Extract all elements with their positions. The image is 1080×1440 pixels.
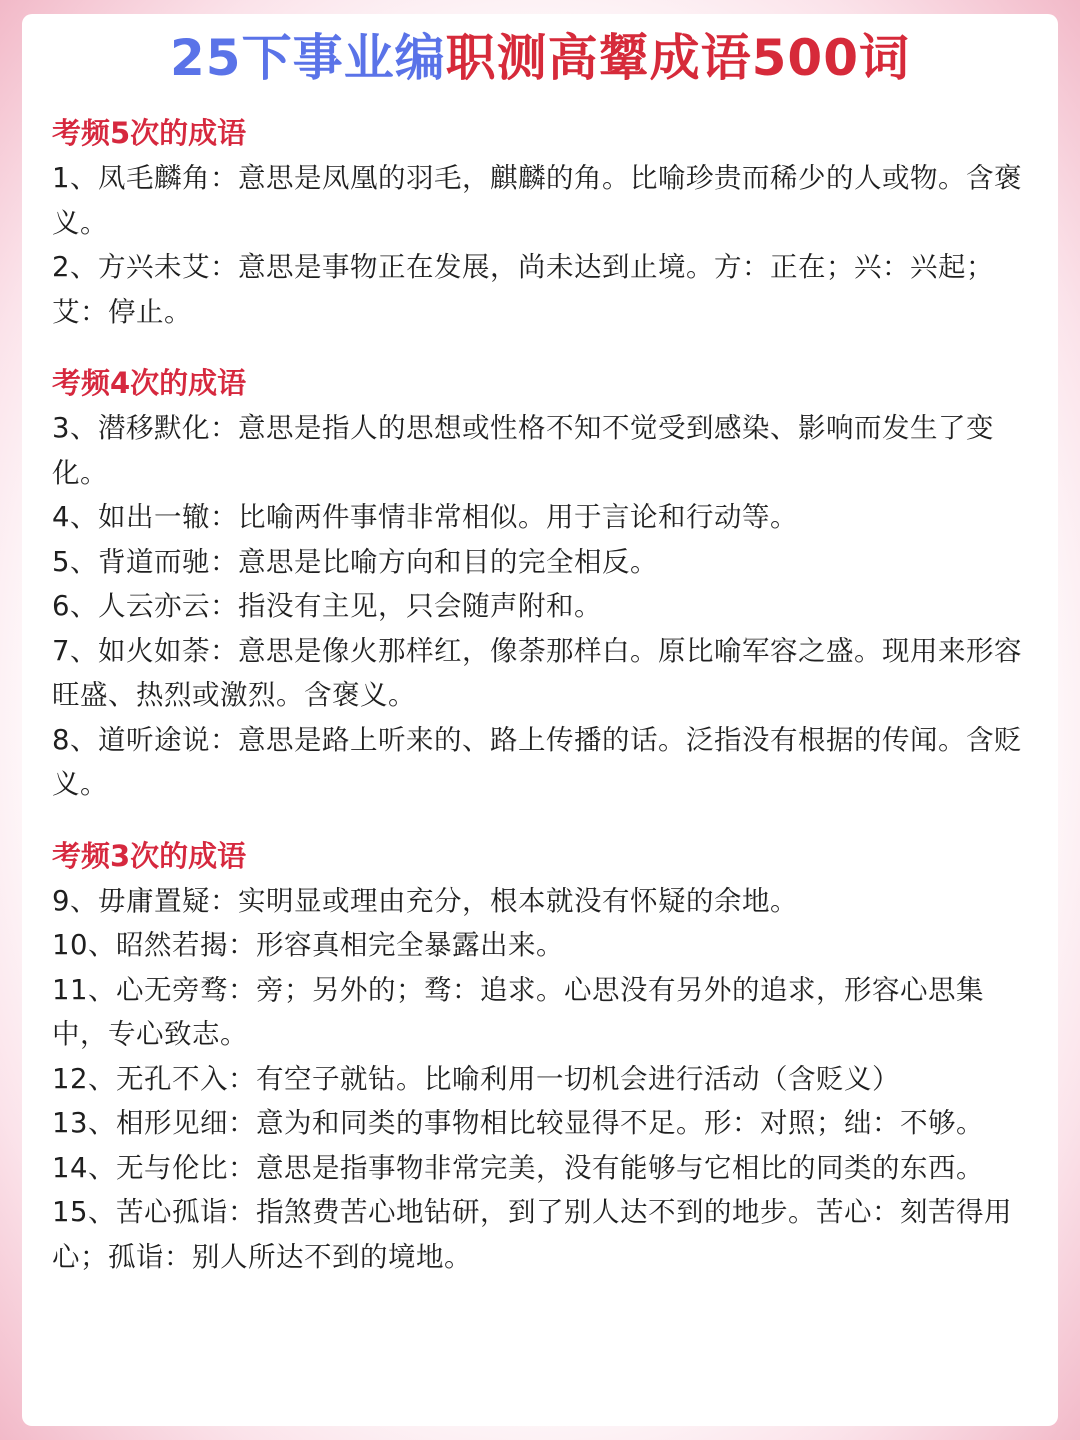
idiom-entry: 4、如出一辙：比喻两件事情非常相似。用于言论和行动等。 (52, 501, 798, 533)
idiom-entry: 7、如火如荼：意思是像火那样红，像荼那样白。原比喻军容之盛。现用来形容旺盛、热烈或激烈。含褒义。 (52, 634, 1022, 711)
idiom-entry: 8、道听途说：意思是路上听来的、路上传播的话。泛指没有根据的传闻。含贬义。 (52, 723, 1022, 800)
title-part-1: 25下事业编 (170, 29, 446, 87)
section-heading: 考频4次的成语 (52, 366, 247, 400)
section-freq-4 (52, 360, 1034, 807)
section-freq-3 (52, 833, 1034, 1280)
idiom-list (52, 110, 1034, 1305)
idiom-entry: 1、凤毛麟角：意思是凤凰的羽毛，麒麟的角。比喻珍贵而稀少的人或物。含褒义。 (52, 162, 1022, 239)
section-heading: 考频5次的成语 (52, 116, 247, 150)
idiom-entry: 2、方兴未艾：意思是事物正在发展，尚未达到止境。方：正在；兴：兴起；艾：停止。 (52, 251, 994, 328)
section-heading: 考频3次的成语 (52, 838, 247, 873)
idiom-entry: 15、苦心孤诣：指煞费苦心地钻研，到了别人达不到的地步。苦心：刻苦得用心；孤诣：别人所达不到的境地。 (52, 1196, 1012, 1273)
idiom-entry: 12、无孔不入：有空子就钻。比喻利用一切机会进行活动（含贬义） (52, 1062, 900, 1095)
idiom-entry: 14、无与伦比：意思是指事物非常完美，没有能够与它相比的同类的东西。 (52, 1151, 984, 1184)
idiom-entry: 5、背道而驰：意思是比喻方向和目的完全相反。 (52, 545, 658, 578)
idiom-entry: 10、昭然若揭：形容真相完全暴露出来。 (52, 929, 564, 961)
page-title (0, 18, 1080, 90)
idiom-entry: 6、人云亦云：指没有主见，只会随声附和。 (52, 590, 602, 622)
title-part-2: 职测高颦成语500词 (445, 29, 910, 87)
idiom-entry: 3、潜移默化：意思是指人的思想或性格不知不觉受到感染、影响而发生了变化。 (52, 412, 994, 489)
idiom-entry: 11、心无旁骛：旁；另外的；骛：追求。心思没有另外的追求，形容心思集中，专心致志。 (52, 973, 984, 1050)
idiom-entry: 13、相形见细：意为和同类的事物相比较显得不足。形：对照；绌：不够。 (52, 1107, 984, 1139)
section-freq-5 (52, 110, 1034, 334)
idiom-entry: 9、毋庸置疑：实明显或理由充分，根本就没有怀疑的余地。 (52, 884, 798, 917)
